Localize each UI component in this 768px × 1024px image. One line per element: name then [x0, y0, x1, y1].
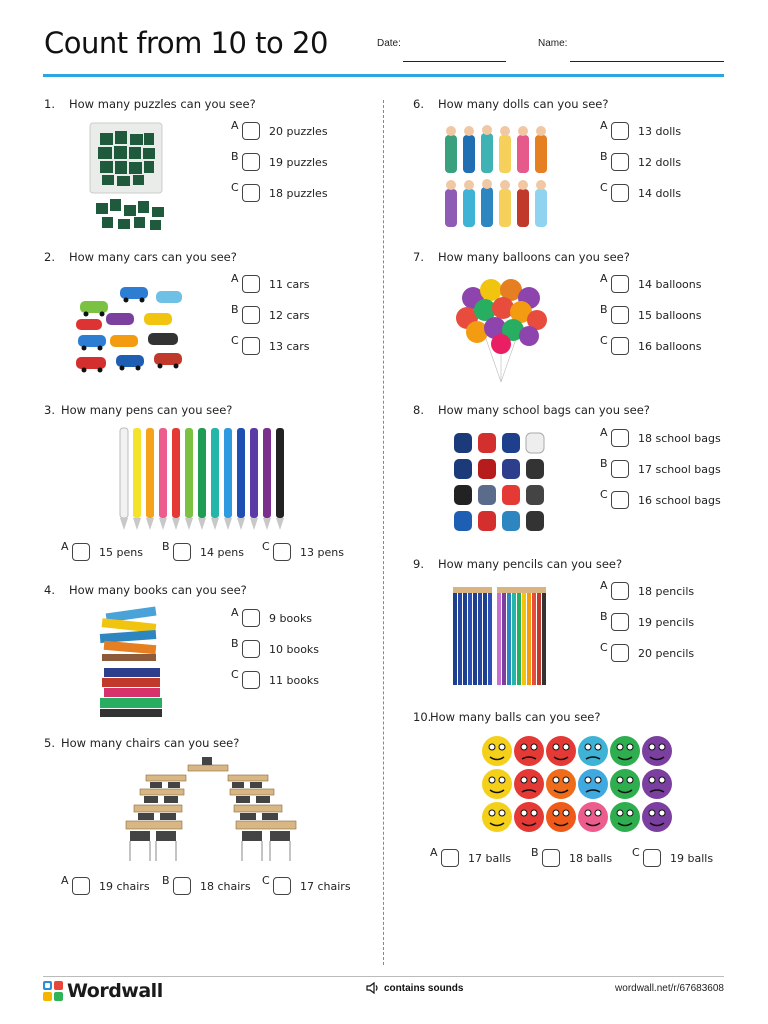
- question-5: 5. How many chairs can you see?: [44, 736, 240, 750]
- brand-name: Wordwall: [67, 980, 163, 1002]
- question-6: 6. How many dolls can you see?: [413, 97, 609, 111]
- dolls-image: [441, 125, 557, 231]
- pencils-image: [449, 587, 553, 689]
- toy-cars-image: [72, 283, 190, 379]
- checkbox[interactable]: [611, 153, 629, 171]
- checkbox[interactable]: [242, 275, 260, 293]
- contains-sounds: contains sounds: [366, 982, 463, 994]
- checkbox[interactable]: [611, 337, 629, 355]
- checkbox[interactable]: [643, 849, 661, 867]
- question-9: 9. How many pencils can you see?: [413, 557, 623, 571]
- question-2: 2. How many cars can you see?: [44, 250, 237, 264]
- date-field[interactable]: [403, 61, 506, 62]
- checkbox[interactable]: [173, 543, 191, 561]
- question-7: 7. How many balloons can you see?: [413, 250, 630, 264]
- checkbox[interactable]: [611, 582, 629, 600]
- checkbox[interactable]: [611, 644, 629, 662]
- classroom-chairs-image: [122, 757, 302, 865]
- worksheet-url[interactable]: wordwall.net/r/67683608: [615, 983, 724, 994]
- name-field[interactable]: [570, 61, 724, 62]
- checkbox[interactable]: [611, 275, 629, 293]
- footer-divider: [43, 976, 724, 977]
- checkbox[interactable]: [273, 877, 291, 895]
- wordwall-logo[interactable]: [43, 980, 163, 1002]
- page-title: Count from 10 to 20: [44, 26, 328, 60]
- checkbox[interactable]: [611, 460, 629, 478]
- question-10: 10.How many balls can you see?: [413, 710, 601, 724]
- checkbox[interactable]: [242, 671, 260, 689]
- question-1: 1. How many puzzles can you see?: [44, 97, 256, 111]
- checkbox[interactable]: [72, 543, 90, 561]
- checkbox[interactable]: [273, 543, 291, 561]
- checkbox[interactable]: [242, 306, 260, 324]
- wordwall-logo-icon: [43, 981, 63, 1001]
- checkbox[interactable]: [242, 122, 260, 140]
- checkbox[interactable]: [542, 849, 560, 867]
- checkbox[interactable]: [72, 877, 90, 895]
- checkbox[interactable]: [242, 609, 260, 627]
- checkbox[interactable]: [611, 491, 629, 509]
- checkbox[interactable]: [611, 306, 629, 324]
- checkbox[interactable]: [441, 849, 459, 867]
- balloons-image: [455, 276, 547, 386]
- checkbox[interactable]: [242, 337, 260, 355]
- date-label: Date:: [377, 38, 401, 49]
- checkbox[interactable]: [173, 877, 191, 895]
- column-divider: [383, 100, 384, 965]
- school-bags-image: [450, 429, 550, 537]
- question-3: 3. How many pens can you see?: [44, 403, 233, 417]
- question-4: 4. How many books can you see?: [44, 583, 247, 597]
- checkbox[interactable]: [242, 153, 260, 171]
- checkbox[interactable]: [611, 184, 629, 202]
- question-8: 8. How many school bags can you see?: [413, 403, 650, 417]
- balls-image: [479, 735, 677, 835]
- checkbox[interactable]: [242, 184, 260, 202]
- checkbox[interactable]: [242, 640, 260, 658]
- checkbox[interactable]: [611, 122, 629, 140]
- pens-image: [116, 424, 302, 534]
- name-label: Name:: [538, 38, 568, 49]
- checkbox[interactable]: [611, 429, 629, 447]
- speaker-icon: [366, 982, 380, 994]
- header-divider: [43, 74, 724, 77]
- checkbox[interactable]: [611, 613, 629, 631]
- puzzle-pieces-image: [88, 121, 174, 233]
- books-image: [96, 606, 166, 718]
